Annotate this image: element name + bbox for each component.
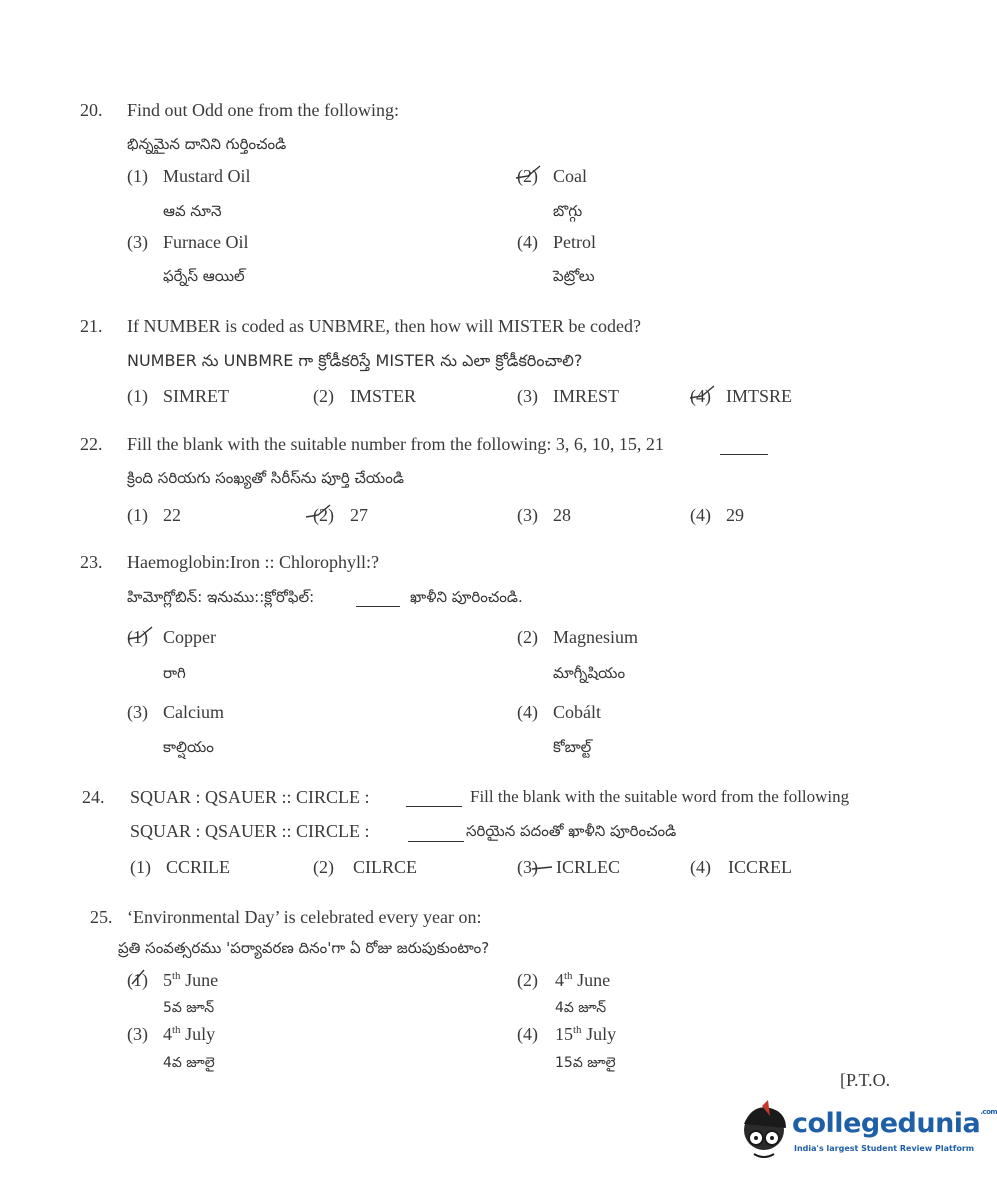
option-text-telugu: 5వ జూన్ xyxy=(163,1000,215,1016)
answer-tick-mark xyxy=(128,968,148,986)
question-text: Find out Odd one from the following: xyxy=(127,100,399,120)
option-label: (4) xyxy=(517,1024,538,1044)
question-text: Haemoglobin:Iron :: Chlorophyll:? xyxy=(127,552,379,572)
question-text: SQUAR : QSAUER :: CIRCLE : xyxy=(130,787,370,807)
fill-blank-line xyxy=(356,605,400,607)
option-label: (2) xyxy=(313,505,334,525)
question-text: Fill the blank with the suitable number from the following: 3, 6, 10, 15, 21 xyxy=(127,434,664,454)
option-label: (4) xyxy=(690,386,711,406)
option-label: (1) xyxy=(130,857,151,877)
option-text-telugu: 4వ జూన్ xyxy=(555,1000,607,1016)
question-text-suffix: Fill the blank with the suitable word from the following xyxy=(470,787,850,806)
question-text-telugu: NUMBER ను UNBMRE గా క్రోడీకరిస్తే MISTER ను ఎలా క్రోడీకరించాలి? xyxy=(127,351,583,370)
option-text: Calcium xyxy=(163,702,224,722)
answer-tick-mark xyxy=(514,164,542,182)
question-text-telugu: సరియైన పదంతో ఖాళీని పూరించండి xyxy=(466,822,677,840)
question-number: 20. xyxy=(80,100,103,120)
option-label: (1) xyxy=(127,386,148,406)
question-text-telugu: క్రింది సరియగు సంఖ్యతో సిరీస్‌ను పూర్తి చేయండి xyxy=(127,469,404,487)
logo-tagline: India's largest Student Review Platform xyxy=(794,1144,975,1153)
question-text-telugu: భిన్నమైన దానిని గుర్తించండి xyxy=(127,135,287,153)
option-label: (1) xyxy=(127,627,148,647)
option-label: (3) xyxy=(517,857,538,877)
answer-tick-mark xyxy=(530,864,554,872)
question-text-repeat: SQUAR : QSAUER :: CIRCLE : xyxy=(130,821,370,841)
option-label: (4) xyxy=(690,505,711,525)
option-label: (3) xyxy=(127,232,148,252)
question-text: If NUMBER is coded as UNBMRE, then how will MISTER be coded? xyxy=(127,316,641,336)
question-text-telugu: ప్రతి సంవత్సరము 'పర్యావరణ దినం'గా ఏ రోజు జరుపుకుంటాం? xyxy=(118,939,490,957)
option-text-telugu: రాగి xyxy=(163,664,186,682)
question-text: ‘Environmental Day’ is celebrated every year on: xyxy=(127,907,482,927)
option-text: ICRLEC xyxy=(556,857,621,877)
option-text: 15th July xyxy=(555,1024,617,1044)
fill-blank-line xyxy=(720,453,768,455)
question-number: 24. xyxy=(82,787,105,807)
option-text: Copper xyxy=(163,627,216,647)
option-label: (2) xyxy=(313,386,334,406)
mascot-icon xyxy=(734,1098,798,1168)
fill-blank-line xyxy=(408,840,464,842)
option-text: IMREST xyxy=(553,386,620,406)
option-text: Petrol xyxy=(553,232,596,252)
option-text: Coal xyxy=(553,166,587,186)
option-text: CCRILE xyxy=(166,857,231,877)
option-label: (1) xyxy=(127,970,148,990)
option-text: Mustard Oil xyxy=(163,166,251,186)
option-text-telugu: 15వ జూలై xyxy=(555,1055,616,1071)
option-label: (3) xyxy=(127,702,148,722)
option-text-telugu: 4వ జూలై xyxy=(163,1055,215,1071)
question-text-telugu: హిమోగ్లోబిన్: ఇనుము::క్లోరోఫిల్: xyxy=(127,588,315,606)
option-label: (2) xyxy=(313,857,334,877)
option-text-telugu: కాల్షియం xyxy=(163,738,214,756)
option-text-telugu: బొగ్గు xyxy=(553,202,583,220)
option-label: (1) xyxy=(127,505,148,525)
option-label: (2) xyxy=(517,970,538,990)
option-label: (3) xyxy=(127,1024,148,1044)
option-label: (4) xyxy=(517,232,538,252)
option-text: IMSTER xyxy=(350,386,417,406)
option-label: (3) xyxy=(517,505,538,525)
option-label: (2) xyxy=(517,627,538,647)
option-text-telugu: ఫర్నేస్ ఆయిల్ xyxy=(163,267,245,285)
option-text: 29 xyxy=(726,505,744,525)
answer-tick-mark xyxy=(688,384,716,402)
question-number: 22. xyxy=(80,434,103,454)
option-label: (4) xyxy=(690,857,711,877)
option-text: 4th July xyxy=(163,1024,216,1044)
collegedunia-logo xyxy=(734,1098,997,1168)
option-label: (4) xyxy=(517,702,538,722)
answer-tick-mark xyxy=(304,503,332,521)
answer-tick-mark xyxy=(126,625,154,643)
question-text-telugu-suffix: ఖాళీని పూరించండి. xyxy=(410,588,523,606)
question-number: 25. xyxy=(90,907,113,927)
option-text-telugu: కోబాల్ట్ xyxy=(553,738,592,756)
question-number: 21. xyxy=(80,316,103,336)
question-number: 23. xyxy=(80,552,103,572)
pto-marker: [P.T.O. xyxy=(840,1070,891,1090)
option-text-telugu: పెట్రోలు xyxy=(553,267,595,285)
option-text-telugu: మాగ్నీషియం xyxy=(553,664,626,682)
option-label: (1) xyxy=(127,166,148,186)
option-text: 27 xyxy=(350,505,368,525)
option-text-telugu: ఆవ నూనె xyxy=(163,202,222,220)
fill-blank-line xyxy=(406,805,462,807)
option-text: Cobált xyxy=(553,702,601,722)
logo-wordmark: collegedunia$^{.com}$ xyxy=(792,1108,997,1139)
option-text: 4th June xyxy=(555,970,611,990)
option-text: CILRCE xyxy=(353,857,418,877)
option-label: (2) xyxy=(517,166,538,186)
option-text: 28 xyxy=(553,505,571,525)
option-text: 22 xyxy=(163,505,181,525)
option-text: Magnesium xyxy=(553,627,638,647)
option-text: 5th June xyxy=(163,970,219,990)
option-text: IMTSRE xyxy=(726,386,793,406)
option-text: ICCREL xyxy=(728,857,793,877)
option-text: Furnace Oil xyxy=(163,232,249,252)
option-label: (3) xyxy=(517,386,538,406)
option-text: SIMRET xyxy=(163,386,230,406)
